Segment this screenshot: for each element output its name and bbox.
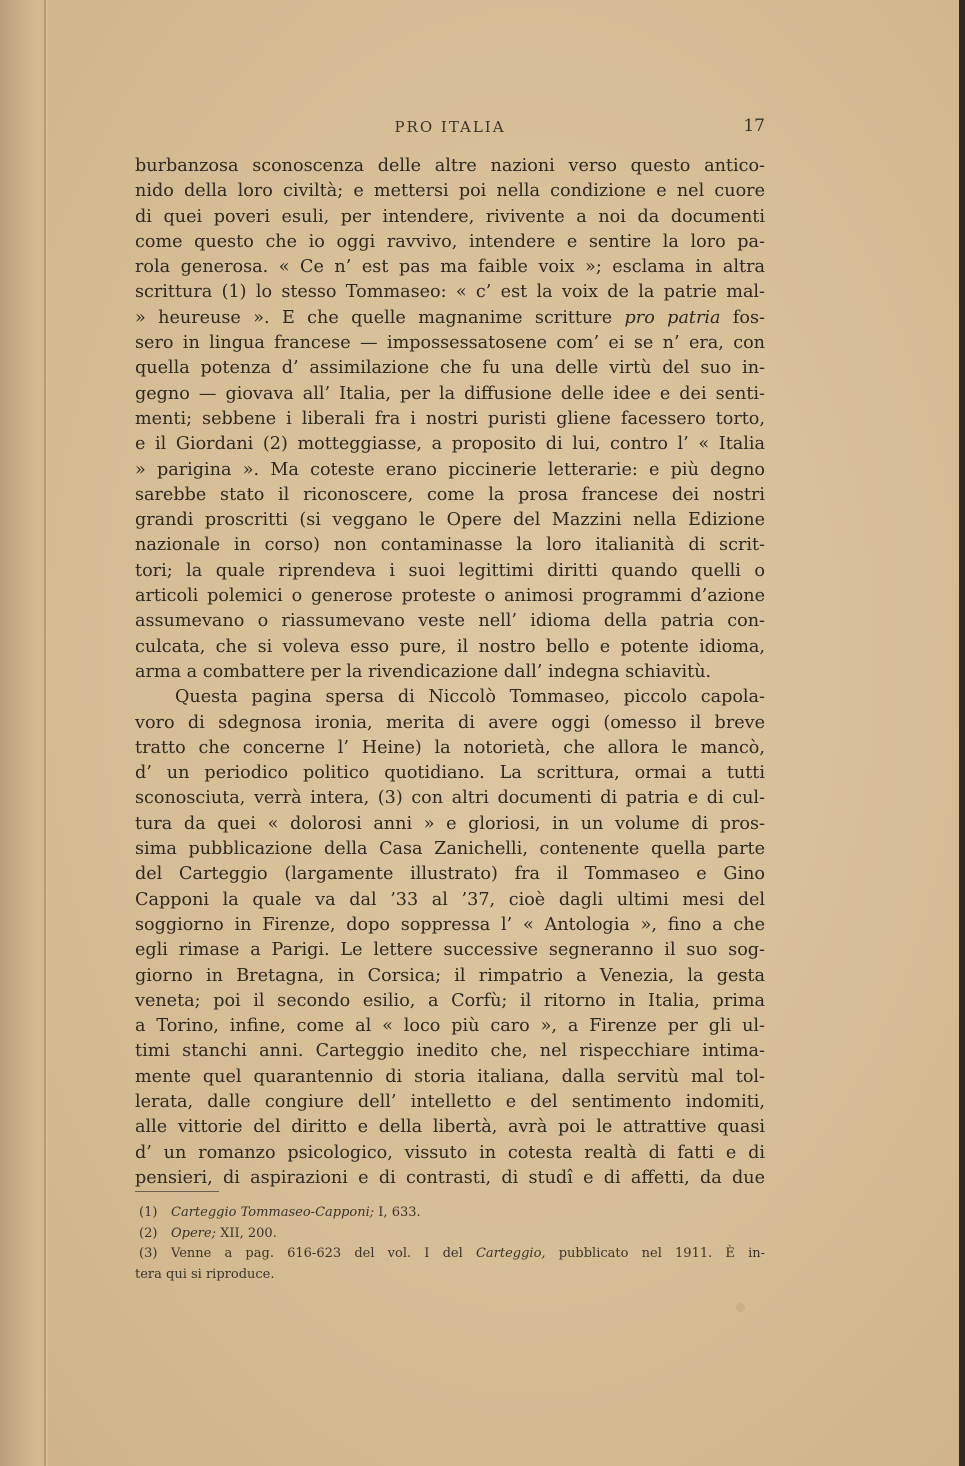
italic-phrase: pro patria [624,307,721,328]
footnotes [135,1203,765,1285]
text-line: sconosciuta, verrà intera, (3) con altri documenti di patria e di cul- [135,788,765,809]
page-header [135,118,765,144]
footnote-1 [135,1203,765,1224]
paragraph-start-line: Questa pagina spersa di Niccolò Tommaseo, piccolo capola- [175,687,765,708]
text-line: di quei poveri esuli, per intendere, rivivente a noi da documenti [135,206,765,227]
footnote-number: (3) [139,1246,158,1261]
text-line: nazionale in corso) non contaminasse la loro italianità di scrit- [135,535,765,556]
footnote-2 [135,1224,765,1245]
page-number: 17 [743,116,765,136]
text-segment: fos- [732,307,765,328]
text-line: veneta; poi il secondo esilio, a Corfù; il ritorno in Italia, prima [135,990,765,1011]
text-line: rola generosa. « Ce n’ est pas ma faible voix »; esclama in altra [135,257,765,278]
text-line: voro di sdegnosa ironia, merita di avere oggi (omesso il breve [135,712,765,733]
text-line: arma a combattere per la rivendicazione dall’ indegna schiavitù. [135,661,712,682]
text-line: sarebbe stato il riconoscere, come la prosa francese dei nostri [135,484,765,505]
text-line: culcata, che si voleva esso pure, il nostro bello e potente idioma, [135,636,765,657]
text-line: Capponi la quale va dal ’33 al ’37, cioè dagli ultimi mesi del [135,889,765,910]
text-line: lerata, dalle congiure dell’ intelletto e del sentimento indomiti, [135,1091,765,1112]
text-line: pensieri, di aspirazioni e di contrasti, di studî e di affetti, da due [135,1167,765,1188]
paper-spot [736,1303,745,1312]
text-line: tratto che concerne l’ Heine) la notorietà, che allora le mancò, [135,737,765,758]
footnote-rule [135,1191,219,1192]
footnote-number: (1) [139,1205,158,1220]
page-gutter [0,0,48,1466]
text-line: del Carteggio (largamente illustrato) fra il Tommaseo e Gino [135,864,765,885]
footnote-italic: Carteggio Tommaseo-Capponi; [171,1205,375,1220]
text-line: gegno — giovava all’ Italia, per la diffusione delle idee e dei senti- [135,383,765,404]
footnote-text: I, 633. [374,1205,421,1220]
text-line: alle vittorie del diritto e della libertà, avrà poi le attrattive quasi [135,1117,765,1138]
footnote-text: pubblicato nel 1911. È in- [545,1246,766,1261]
text-line: timi stanchi anni. Carteggio inedito che, nel rispecchiare intima- [135,1041,765,1062]
text-line: d’ un periodico politico quotidiano. La scrittura, ormai a tutti [135,763,765,784]
page-edge [959,0,965,1466]
text-line: quella potenza d’ assimilazione che fu una delle virtù del suo in- [135,358,765,379]
text-line: a Torino, infine, come al « loco più caro », a Firenze per gli ul- [135,1016,765,1037]
text-line: sima pubblicazione della Casa Zanichelli, contenente quella parte [135,839,765,860]
text-line: tori; la quale riprendeva i suoi legittimi diritti quando quelli o [135,560,765,581]
text-line: nido della loro civiltà; e mettersi poi nella condizione e nel cuore [135,181,765,202]
text-line: tura da quei « dolorosi anni » e gloriosi, in un volume di pros- [135,813,765,834]
footnote-text: XII, 200. [215,1225,277,1241]
text-line: menti; sebbene i liberali fra i nostri puristi gliene facessero torto, [135,408,765,429]
text-line: come questo che io oggi ravvivo, intendere e sentire la loro pa- [135,231,765,252]
binding-fold [44,0,46,1466]
text-line: d’ un romanzo psicologico, vissuto in cotesta realtà di fatti e di [135,1142,765,1163]
text-line: scrittura (1) lo stesso Tommaseo: « c’ est la voix de la patrie mal- [135,282,765,303]
text-line-mixed [135,306,765,331]
footnote-number: (2) [139,1225,158,1241]
text-line: e il Giordani (2) motteggiasse, a proposito di lui, contro l’ « Italia [135,434,765,455]
text-line: grandi proscritti (si veggano le Opere del Mazzini nella Edizione [135,510,765,531]
text-segment: » heureuse ». E che quelle magnanime scritture [135,307,613,328]
text-line: soggiorno in Firenze, dopo soppressa l’ « Antologia », fino a che [135,914,765,935]
footnote-italic: Carteggio, [475,1246,546,1261]
footnote-italic: Opere; [171,1225,216,1241]
text-line: » parigina ». Ma coteste erano piccinerie letterarie: e più degno [135,459,765,480]
text-line: burbanzosa sconoscenza delle altre nazioni verso questo antico- [135,156,765,176]
footnote-text: Venne a pag. 616-623 del vol. I del [171,1246,476,1261]
text-line: articoli polemici o generose proteste o animosi programmi d’azione [135,586,765,607]
running-title: PRO ITALIA [394,118,506,136]
text-line: egli rimase a Parigi. Le lettere successive segneranno il suo sog- [135,940,765,961]
footnote-3 [135,1244,765,1265]
text-line: giorno in Bretagna, in Corsica; il rimpatrio a Venezia, la gesta [135,965,765,986]
text-line: sero in lingua francese — impossessatosene com’ ei se n’ era, con [135,333,765,354]
text-line: mente quel quarantennio di storia italiana, dalla servitù mal tol- [135,1066,765,1087]
main-text [135,154,765,1191]
footnote-3-continuation: tera qui si riproduce. [135,1266,275,1282]
text-line: assumevano o riassumevano veste nell’ idioma della patria con- [135,611,765,632]
